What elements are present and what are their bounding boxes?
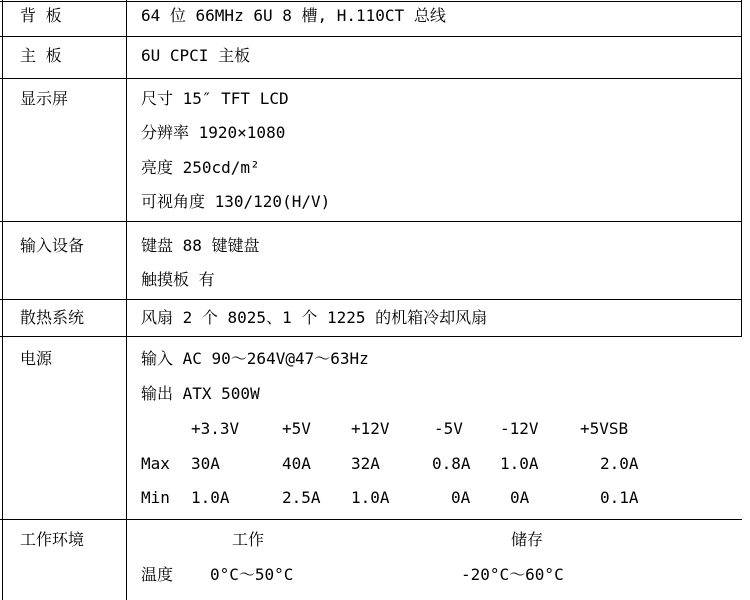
max-value: 32A [351, 454, 380, 473]
row-divider [0, 78, 742, 79]
column-divider [126, 0, 127, 600]
table-right-border [741, 0, 742, 336]
backplane-label: 背 板 [20, 6, 62, 25]
rail-header: +3.3V [191, 419, 240, 438]
temperature-label: 温度 [141, 565, 174, 584]
max-value: 30A [191, 454, 220, 473]
operating-column-header: 工作 [232, 530, 265, 549]
row-divider [0, 299, 742, 300]
max-label: Max [141, 454, 170, 473]
power-label: 电源 [20, 349, 53, 368]
min-value: 0A [510, 488, 530, 507]
backplane-value: 64 位 66MHz 6U 8 槽, H.110CT 总线 [141, 6, 446, 25]
cooling-value: 风扇 2 个 8025、1 个 1225 的机箱冷却风扇 [141, 308, 488, 327]
display-size: 尺寸 15″ TFT LCD [141, 89, 289, 108]
rail-header: +5VSB [580, 419, 629, 438]
table-left-border [2, 0, 3, 600]
rail-header: -12V [500, 419, 539, 438]
max-value: 0.8A [432, 454, 471, 473]
rail-header: -5V [434, 419, 463, 438]
power-output: 输出 ATX 500W [141, 384, 260, 403]
display-resolution: 分辨率 1920×1080 [141, 123, 286, 142]
temperature-operating: 0°C～50°C [210, 565, 294, 584]
min-label: Min [141, 488, 170, 507]
environment-label: 工作环境 [20, 530, 85, 549]
rail-header: +5V [282, 419, 311, 438]
max-value: 2.0A [600, 454, 639, 473]
storage-column-header: 储存 [511, 530, 544, 549]
max-value: 40A [282, 454, 311, 473]
max-value: 1.0A [500, 454, 539, 473]
mainboard-label: 主 板 [20, 46, 62, 65]
display-label: 显示屏 [20, 89, 69, 108]
min-value: 1.0A [351, 488, 390, 507]
input-touchpad: 触摸板 有 [141, 270, 215, 289]
min-value: 0A [451, 488, 471, 507]
cooling-label: 散热系统 [20, 308, 85, 327]
mainboard-value: 6U CPCI 主板 [141, 46, 251, 65]
input-keyboard: 键盘 88 键键盘 [141, 236, 260, 255]
row-divider [0, 36, 742, 37]
min-value: 0.1A [600, 488, 639, 507]
min-value: 1.0A [191, 488, 230, 507]
row-divider [0, 1, 742, 2]
rail-header: +12V [351, 419, 390, 438]
row-divider [0, 221, 742, 222]
power-input: 输入 AC 90～264V@47～63Hz [141, 349, 369, 368]
display-viewing-angle: 可视角度 130/120(H/V) [141, 192, 331, 211]
input-label: 输入设备 [20, 236, 85, 255]
temperature-storage: -20°C～60°C [461, 565, 564, 584]
min-value: 2.5A [282, 488, 321, 507]
row-divider [0, 336, 742, 337]
display-brightness: 亮度 250cd/m² [141, 158, 260, 177]
row-divider [0, 519, 742, 520]
